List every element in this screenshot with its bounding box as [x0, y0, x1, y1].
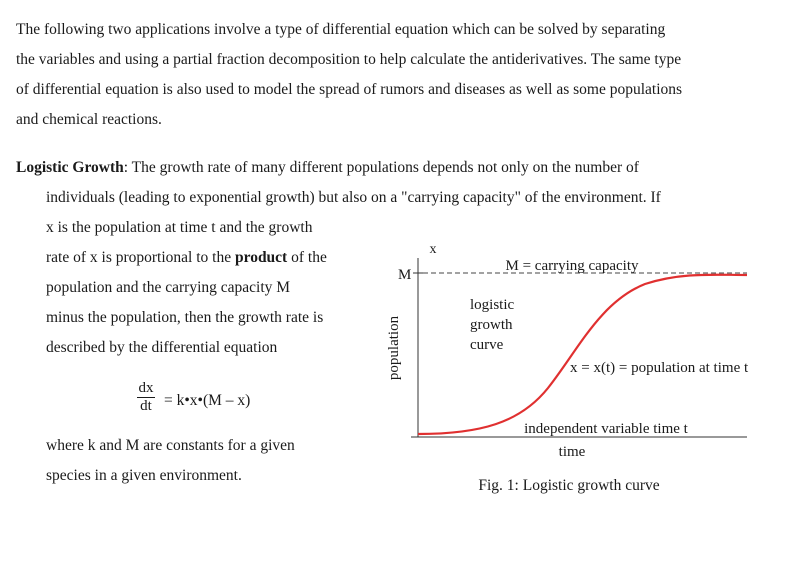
logistic-line-3: x is the population at time t and the growth: [46, 219, 313, 236]
logistic-heading: Logistic Growth: [16, 159, 124, 176]
m-label: M: [398, 267, 412, 283]
logistic-curve: [418, 275, 747, 434]
logistic-line-6: minus the population, then the growth rate is: [46, 309, 324, 326]
curve-label-line: logistic: [470, 297, 515, 313]
logistic-line-8: where k and M are constants for a given: [46, 437, 295, 454]
logistic-line-7: described by the differential equation: [46, 339, 278, 356]
logistic-line1-text: : The growth rate of many different populations depends not only on the number of: [123, 159, 639, 176]
intro-line: the variables and using a partial fraction decomposition to help calculate the antiderivatives. The same type: [16, 51, 682, 68]
product-emphasis: product: [234, 249, 288, 266]
logistic-line-5: population and the carrying capacity M: [46, 279, 291, 296]
logistic-line-9: species in a given environment.: [46, 467, 242, 484]
curve-label-line: growth: [470, 317, 513, 333]
intro-line: of differential equation is also used to model the spread of rumors and diseases as well as some populations: [16, 81, 683, 98]
independent-var-label: independent variable time t: [524, 421, 688, 437]
x-axis-top-label: x: [429, 242, 437, 257]
intro-line: The following two applications involve a type of differential equation which can be solved by separating: [16, 21, 666, 38]
carrying-capacity-label: M = carrying capacity: [505, 258, 639, 274]
population-curve-label: x = x(t) = population at time t: [570, 360, 749, 376]
figure-caption: Fig. 1: Logistic growth curve: [478, 477, 660, 494]
y-axis-label: population: [386, 315, 402, 381]
eq-denominator: dt: [140, 398, 152, 414]
logistic-line4-pre: rate of x is proportional to the: [46, 249, 235, 266]
logistic-line4-post: of the: [287, 249, 327, 266]
intro-line: and chemical reactions.: [16, 111, 162, 128]
curve-label-line: curve: [470, 337, 504, 353]
eq-numerator: dx: [138, 380, 154, 396]
time-label: time: [558, 444, 586, 460]
eq-right-side: = k•x•(M – x): [164, 392, 251, 409]
logistic-line-2: individuals (leading to exponential growth) but also on a "carrying capacity" of the environment. If: [46, 189, 661, 206]
